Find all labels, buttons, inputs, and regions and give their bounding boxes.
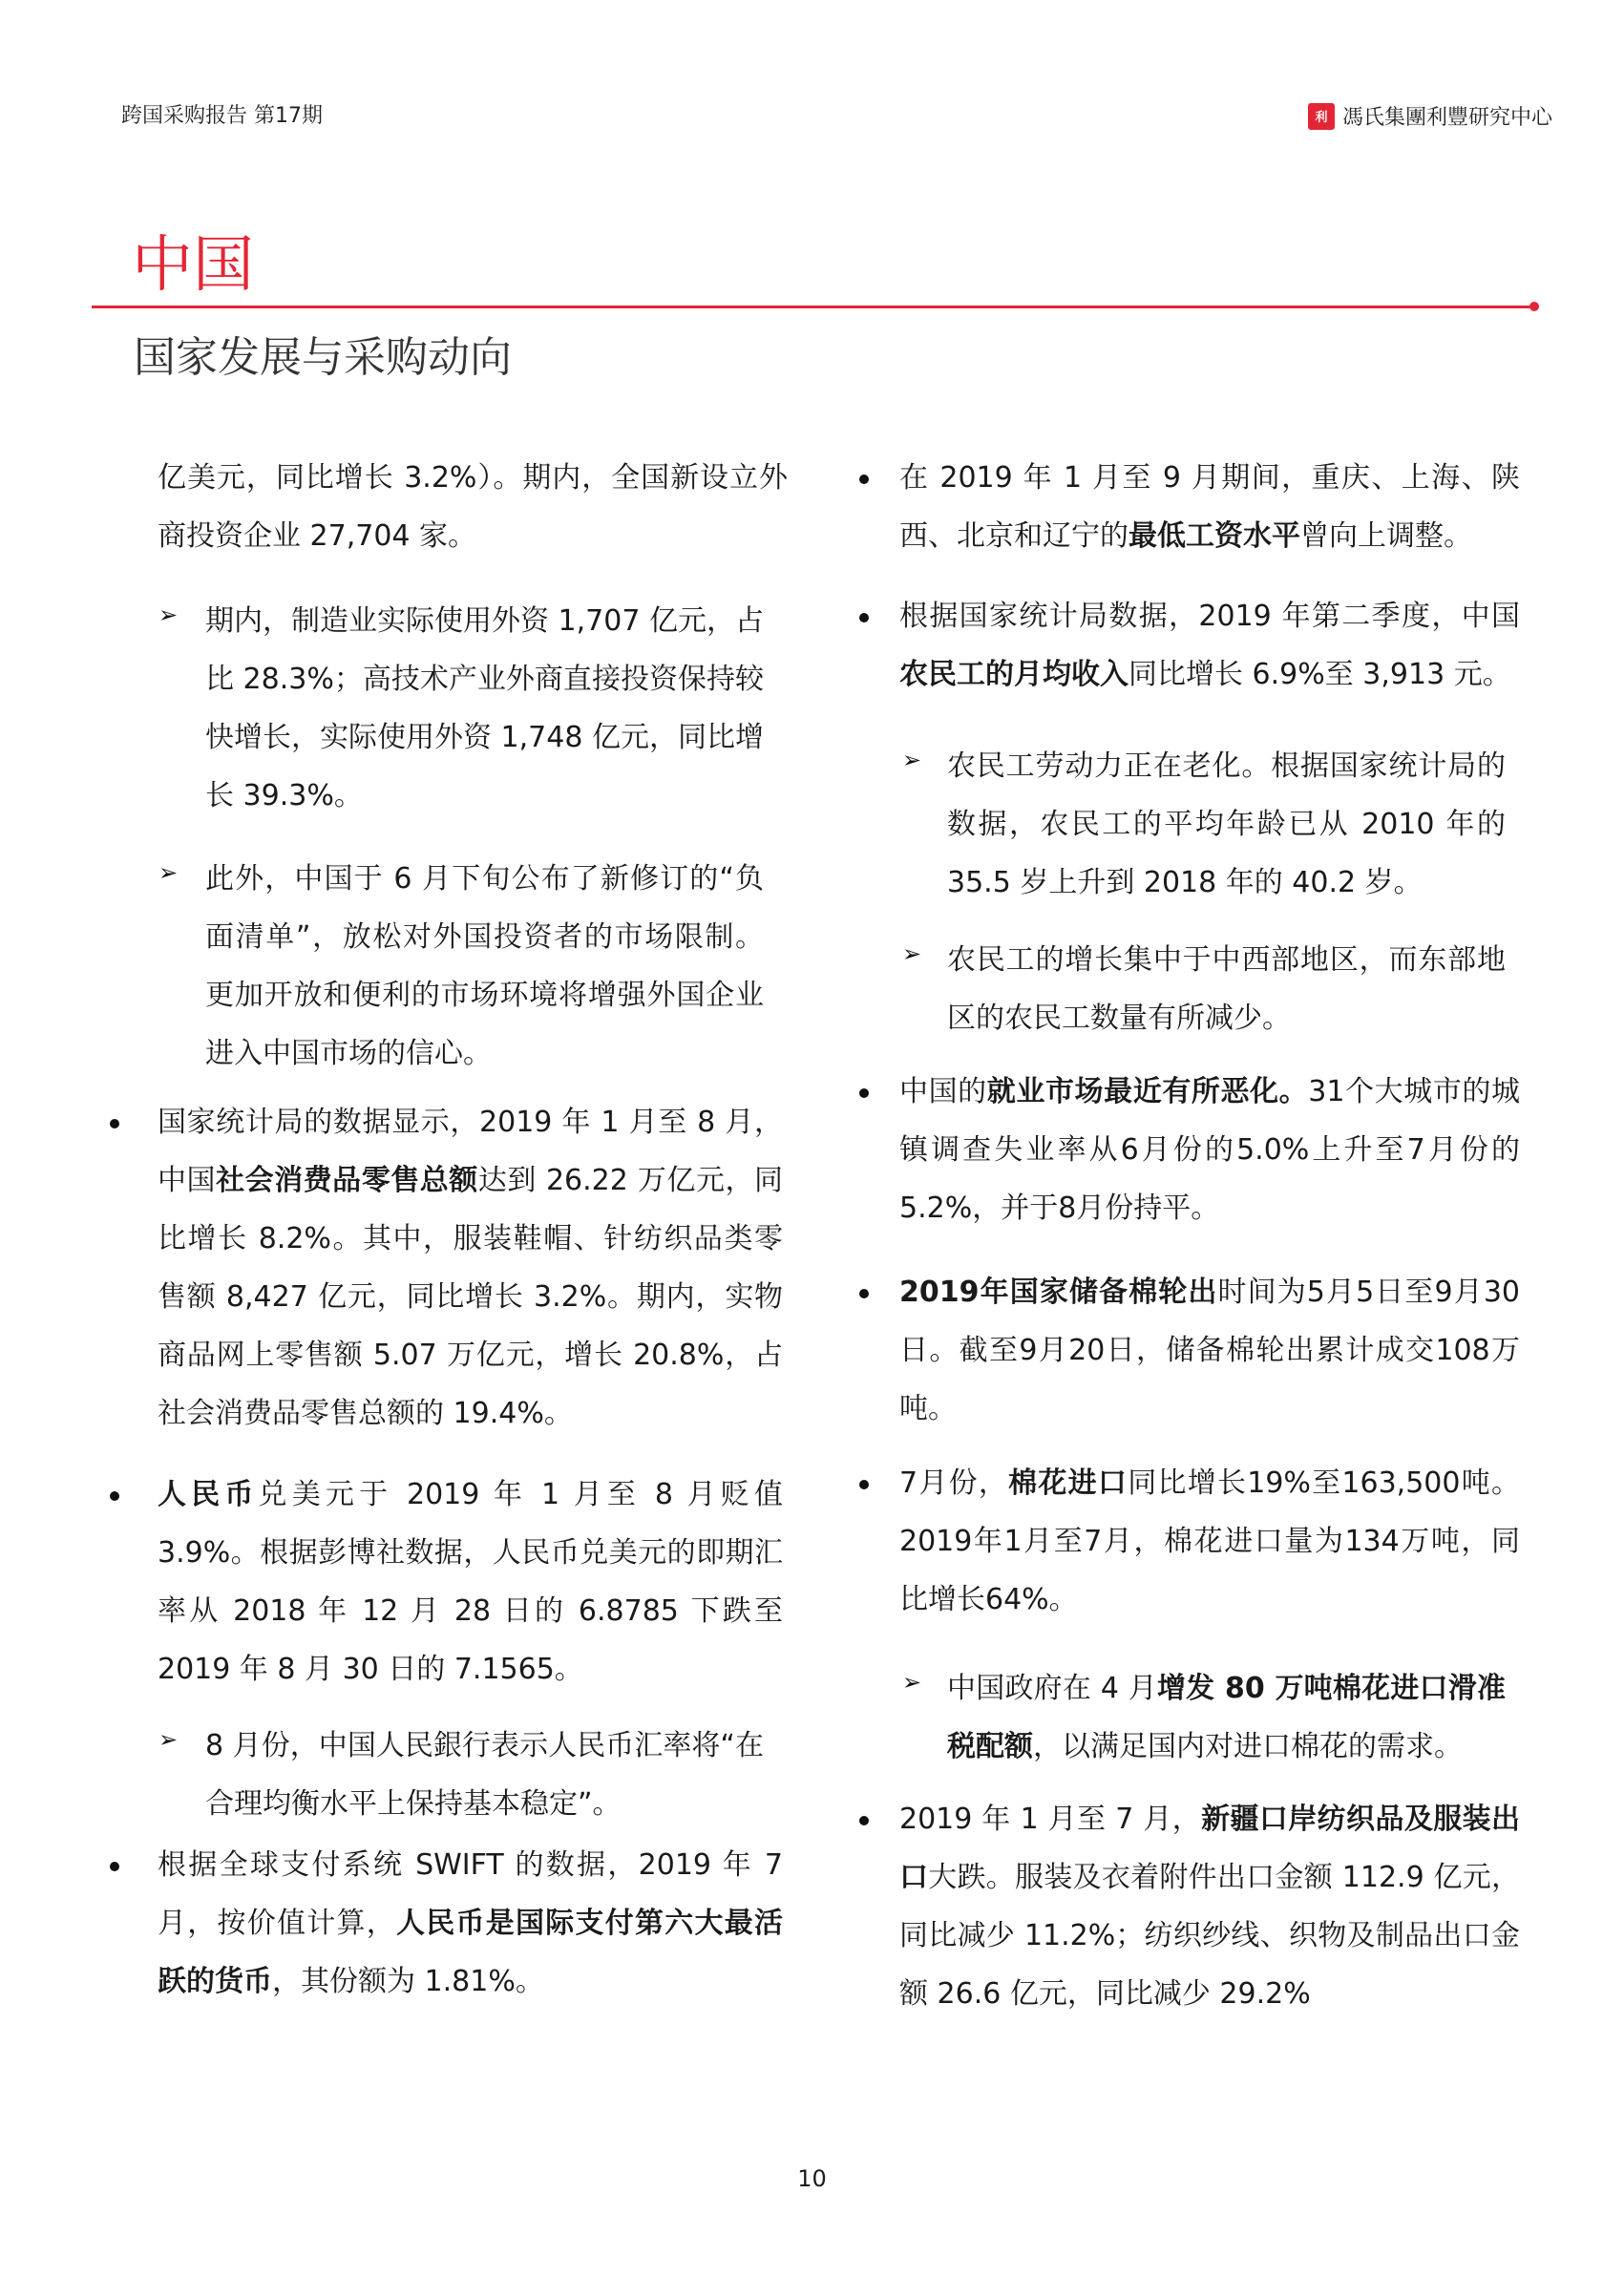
section-title: 中国 [132,230,254,301]
org-logo [1308,101,1552,131]
bullet-dot-icon [859,1289,869,1298]
paragraph-continued: 亿美元，同比增长 3.2%）。期内，全国新设立外商投资企业 27,704 家。 [158,461,788,553]
arrow-bullet-icon: ➢ [158,601,179,628]
title-divider [92,306,1533,308]
bullet-retail-sales: 国家统计局的数据显示，2019 年 1 月至 8 月，中国社会消费品零售总额达到 26.22 万亿元，同比增长 8.2%。其中，服装鞋帽、针纺织品类零售额 8,427 亿元，同比增长 3.2%。期内，实物商品网上零售额 5.07 万亿元，增长 20.8%，占社会消费品零售总额的 19.4%。 [158,1106,784,1430]
bullet-dot-icon [110,1119,119,1128]
sub-bullet-negative-list: 此外，中国于 6 月下旬公布了新修订的“负面清单”，放松对外国投资者的市场限制。更加开放和便利的市场环境将增强外国企业进入中国市场的信心。 [205,862,764,1070]
sub-bullet-fdi-manufacturing: 期内，制造业实际使用外资 1,707 亿元，占比 28.3%；高技术产业外商直接投资保持较快增长，实际使用外资 1,748 亿元，同比增长 39.3%。 [205,604,764,812]
bullet-cotton-import: 7月份，棉花进口同比增长19%至163,500吨。2019年1月至7月，棉花进口量为134万吨，同比增长64%。 [899,1466,1521,1616]
bullet-dot-icon [859,1816,869,1825]
bullet-dot-icon [110,1862,119,1871]
divider-dot [1529,302,1539,311]
sub-bullet-import-quota: 中国政府在 4 月增发 80 万吨棉花进口滑准税配额，以满足国内对进口棉花的需求。 [947,1672,1506,1763]
arrow-bullet-icon: ➢ [902,940,922,967]
bullet-rmb-depreciation: 人民币兑美元于 2019 年 1 月至 8 月贬值 3.9%。根据彭博社数据，人民币兑美元的即期汇率从 2018 年 12 月 28 日的 6.8785 下跌至 2019 年 8 月 30 日的 7.1565。 [158,1478,783,1686]
arrow-bullet-icon: ➢ [902,747,922,773]
bullet-cotton-reserve: 2019年国家储备棉轮出时间为5月5日至9月30日。截至9月20日，储备棉轮出累计成交108万吨。 [899,1276,1521,1425]
report-title: 跨国采购报告 第17期 [121,104,323,128]
sub-bullet-regional-growth: 农民工的增长集中于中西部地区，而东部地区的农民工数量有所减少。 [947,943,1506,1035]
fung-group-logo-icon: 利 [1308,103,1335,130]
bullet-dot-icon [859,1480,869,1489]
arrow-bullet-icon: ➢ [158,1726,179,1753]
bullet-job-market: 中国的就业市场最近有所恶化。31个大城市的城镇调查失业率从6月份的5.0%上升至7月份的5.2%，并于8月份持平。 [899,1075,1520,1225]
page-number: 10 [797,2165,827,2192]
bullet-migrant-income: 根据国家统计局数据，2019 年第二季度，中国农民工的月均收入同比增长 6.9%至 3,913 元。 [899,600,1520,691]
bullet-dot-icon [110,1491,119,1501]
arrow-bullet-icon: ➢ [158,859,179,886]
arrow-bullet-icon: ➢ [902,1669,922,1696]
org-name: 馮氏集團利豐研究中心 [1341,106,1552,130]
section-subtitle: 国家发展与采购动向 [134,333,512,382]
sub-bullet-aging-workforce: 农民工劳动力正在老化。根据国家统计局的数据，农民工的平均年龄已从 2010 年的 35.5 岁上升到 2018 年的 40.2 岁。 [947,749,1506,899]
bullet-dot-icon [859,1088,869,1098]
bullet-dot-icon [859,613,869,622]
sub-bullet-pboc-statement: 8 月份，中国人民銀行表示人民币汇率将“在合理均衡水平上保持基本稳定”。 [205,1729,764,1821]
bullet-swift-payments: 根据全球支付系统 SWIFT 的数据，2019 年 7 月，按价值计算，人民币是国际支付第六大最活跃的货币，其份额为 1.81%。 [158,1848,783,1998]
bullet-minimum-wage: 在 2019 年 1 月至 9 月期间，重庆、上海、陕西、北京和辽宁的最低工资水平曾向上调整。 [899,461,1520,553]
bullet-xinjiang-exports: 2019 年 1 月至 7 月，新疆口岸纺织品及服装出口大跌。服装及衣着附件出口金额 112.9 亿元，同比减少 11.2%；纺织纱线、织物及制品出口金额 26.6 亿元，同比减少 29.2% [899,1803,1521,2011]
bullet-dot-icon [859,475,869,484]
